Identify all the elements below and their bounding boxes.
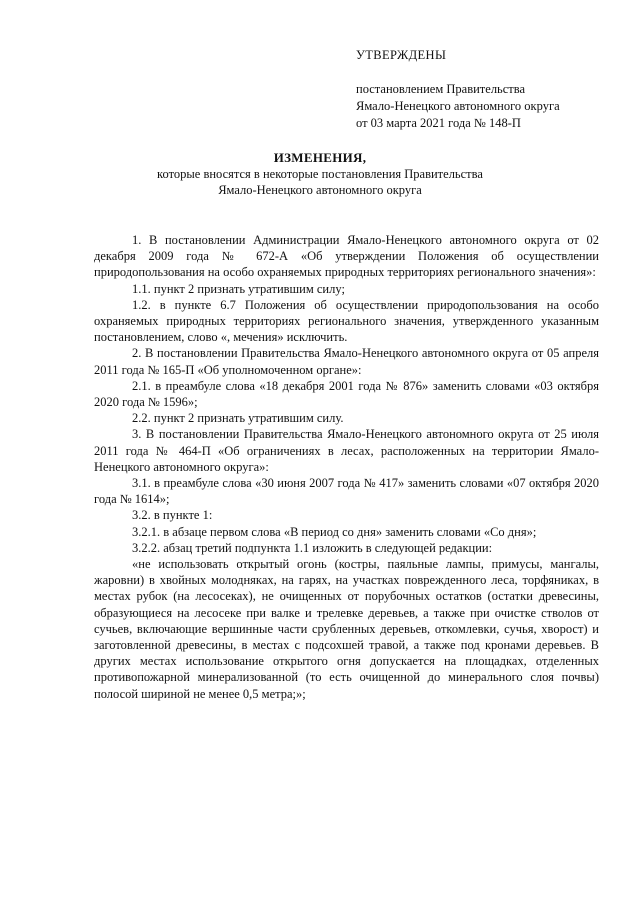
paragraph: 1. В постановлении Администрации Ямало-Ненецкого автономного округа от 02 декабря 2009 года № 672-А «Об утверждении Положения об осуществлении природопользования на особо охраняемых природных территориях регионального значения»: bbox=[94, 233, 599, 280]
paragraph: 3.1. в преамбуле слова «30 июня 2007 года № 417» заменить словами «07 октября 2020 года № 1614»; bbox=[94, 476, 599, 507]
title-main: ИЗМЕНЕНИЯ, bbox=[273, 150, 367, 165]
paragraph: 3.2. в пункте 1: bbox=[132, 508, 213, 523]
approval-line: от 03 марта 2021 года № 148-П bbox=[356, 116, 521, 130]
document-title bbox=[0, 150, 640, 198]
paragraph: 3.2.1. в абзаце первом слова «В период со дня» заменить словами «Со дня»; bbox=[132, 524, 537, 539]
paragraph: «не использовать открытый огонь (костры, паяльные лампы, примусы, мангалы, жаровни) в хвойных молодняках, на гарях, на участках поврежденного леса, торфяниках, в местах рубок (на лесосеках), не очищенных от порубочных остатков (остатки древесины, образующиеся на лесосеке при валке и трелевке деревьев, а также при очистке стволов от сучьев, включающие вершинные части срубленных деревьев, откомлевки, сучья, хворост) и заготовленной древесины, в местах с подсохшей травой, а также под кронами деревьев. В других местах использование открытого огня допускается на площадках, отделенных противопожарной минерализованной (то есть очищенной до минерального слоя почвы) полосой шириной не менее 0,5 метра;»; bbox=[94, 557, 599, 701]
title-subline: Ямало-Ненецкого автономного округа bbox=[218, 183, 422, 197]
approval-heading: УТВЕРЖДЕНЫ bbox=[356, 48, 447, 62]
paragraph: 2.2. пункт 2 признать утратившим силу. bbox=[132, 411, 344, 426]
document-body bbox=[94, 232, 599, 702]
approval-line: Ямало-Ненецкого автономного округа bbox=[356, 99, 560, 113]
paragraph: 2.1. в преамбуле слова «18 декабря 2001 года № 876» заменить словами «03 октября 2020 года № 1596»; bbox=[94, 378, 599, 410]
paragraph: 3. В постановлении Правительства Ямало-Ненецкого автономного округа от 25 июля 2011 года № 464-П «Об ограничениях в лесах, расположенных на территории Ямало-Ненецкого автономного округа»: bbox=[94, 427, 599, 474]
approval-block bbox=[356, 47, 560, 132]
paragraph: 2. В постановлении Правительства Ямало-Ненецкого автономного округа от 05 апреля 2011 года № 165-П «Об уполномоченном органе»: bbox=[94, 346, 599, 377]
approval-line: постановлением Правительства bbox=[356, 82, 526, 96]
paragraph: 1.1. пункт 2 признать утратившим силу; bbox=[132, 281, 345, 296]
title-subline: которые вносятся в некоторые постановления Правительства bbox=[157, 167, 483, 181]
paragraph: 3.2.2. абзац третий подпункта 1.1 изложить в следующей редакции: bbox=[132, 540, 493, 555]
paragraph: 1.2. в пункте 6.7 Положения об осуществлении природопользования на особо охраняемых природных территориях регионального значения, утвержденного указанным постановлением, слово «, мечения» исключить. bbox=[94, 297, 599, 345]
